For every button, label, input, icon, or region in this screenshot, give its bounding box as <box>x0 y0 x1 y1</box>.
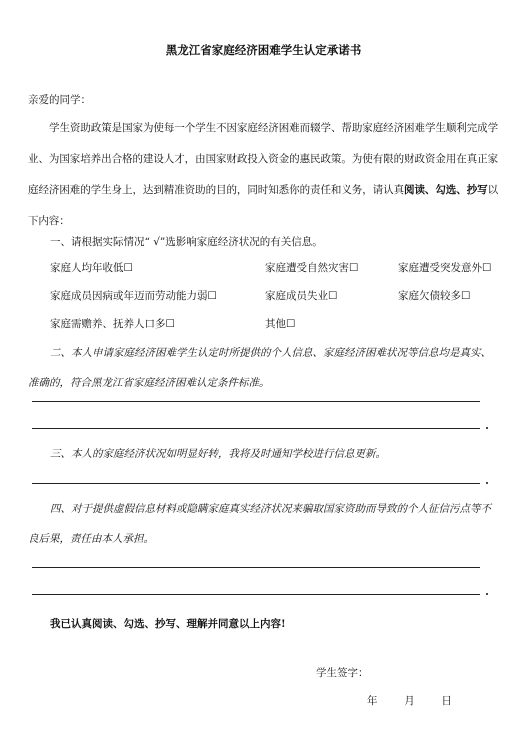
date-month-label: 月 <box>404 695 415 707</box>
document-title: 黑龙江省家庭经济困难学生认定承诺书 <box>165 43 362 57</box>
section-4-line-2: 良后果，责任由本人承担。 <box>28 533 154 545</box>
section-3: 三、本人的家庭经济状况如明显好转，我将及时通知学校进行信息更新。 <box>50 448 386 460</box>
checkbox-unemployment[interactable]: 家庭成员失业☐ <box>265 290 338 302</box>
period-mark <box>486 427 488 429</box>
period-mark <box>486 482 488 484</box>
date-line <box>367 694 452 709</box>
signature-field[interactable] <box>372 681 482 682</box>
section-2-line-1: 二、本人申请家庭经济困难学生认定时所提供的个人信息、家庭经济困难状况等信息均是真实、 <box>50 347 491 359</box>
copy-line-4[interactable] <box>32 567 480 568</box>
checkbox-low-income[interactable]: 家庭人均年收低☐ <box>50 262 133 274</box>
copy-line-1[interactable] <box>32 401 480 402</box>
checkbox-debt[interactable]: 家庭欠债较多☐ <box>398 290 471 302</box>
intro-ending: 以下内容： <box>28 184 498 227</box>
intro-paragraph <box>28 113 498 237</box>
checkbox-other[interactable]: 其他☐ <box>265 318 296 330</box>
intro-text: 学生资助政策是国家为使每一个学生不因家庭经济困难而辍学、帮助家庭经济困难学生顺利完成学业、为国家培养出合格的建设人才，由国家财政投入资金的惠民政策。为使有限的财政资金用在真正家庭经济困难的学生身上，达到精准资助的目的，同时知悉你的责任和义务，请认真 <box>28 122 498 196</box>
checkbox-dependents[interactable]: 家庭需赡养、抚养人口多☐ <box>50 318 175 330</box>
copy-line-3[interactable] <box>32 483 480 484</box>
section-2-line-2: 准确的，符合黑龙江省家庭经济困难认定条件标准。 <box>28 377 270 389</box>
period-mark <box>486 593 488 595</box>
date-day-label: 日 <box>441 695 452 707</box>
signature-label: 学生签字： <box>316 667 369 679</box>
confirmation-statement: 我已认真阅读、勾选、抄写、理解并同意以上内容! <box>50 618 286 630</box>
section-1-heading: 一、请根据实际情况“ √”选影响家庭经济状况的有关信息。 <box>50 236 323 248</box>
checkbox-accident[interactable]: 家庭遭受突发意外☐ <box>398 262 492 274</box>
checkbox-natural-disaster[interactable]: 家庭遭受自然灾害☐ <box>265 262 359 274</box>
checkbox-illness-age[interactable]: 家庭成员因病或年迈而劳动能力弱☐ <box>50 290 217 302</box>
greeting: 亲爱的同学： <box>28 94 91 106</box>
intro-emphasis: 阅读、勾选、抄写 <box>404 184 488 196</box>
copy-line-5[interactable] <box>32 594 480 595</box>
copy-line-2[interactable] <box>32 428 480 429</box>
date-year-label: 年 <box>367 695 378 707</box>
section-4-line-1: 四、对于提供虚假信息材料或隐瞒家庭真实经济状况来骗取国家资助而导致的个人征信污点等不 <box>50 503 491 515</box>
